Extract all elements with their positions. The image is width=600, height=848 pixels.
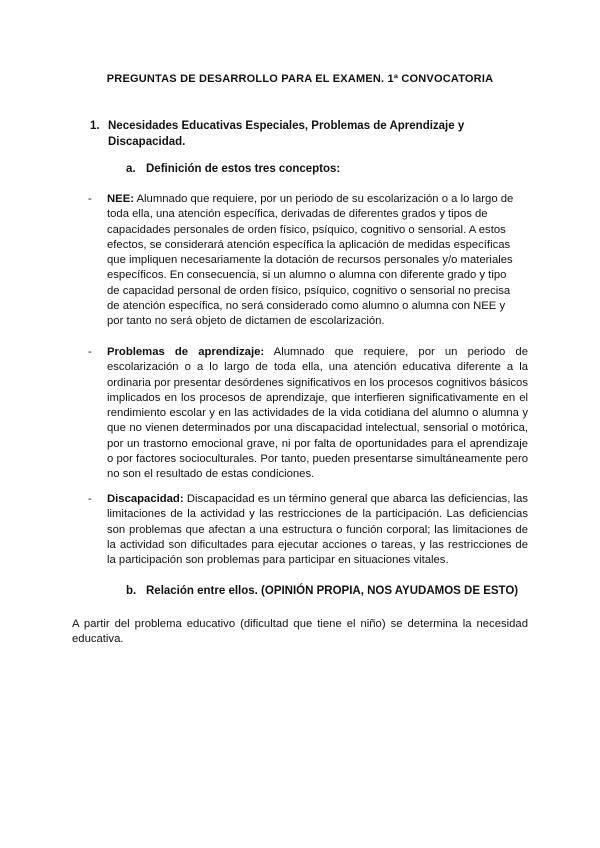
bullet-text: Alumnado que requiere, por un periodo de escolarización o a lo largo de toda ella, una atención educativa diferente a la ordinaria por presentar desórdenes significativos en los procesos cognitivos básicos implicados en los procesos de aprendizaje, que interfieren significativamente en el rendimiento escolar y en las actividades de la vida cotidiana del alumno o alumna y que no vienen determinados por una discapacidad intelectual, sensorial o motórica, por un trastorno emocional grave, ni por falta de oportunidades para el aprendizaje o por factores socioculturales. Por tanto, pueden presentarse simultáneamente pero no son el resultado de estas condiciones. [107,346,528,481]
bullet-dash: - [88,346,92,358]
subsection-a-letter: a. [126,163,136,175]
section-heading [90,118,470,150]
section-number: 1. [90,120,100,132]
bullet-term: Discapacidad: [107,493,184,505]
bullet-term: Problemas de aprendizaje: [107,346,265,358]
subsection-a-heading [126,162,340,177]
bullet-body [107,345,528,483]
subsection-b-heading [126,584,518,599]
subsection-b-letter: b. [126,585,137,597]
bullet-text: Alumnado que requiere, por un periodo de su escolarización o a lo largo de toda ella, una atención específica, derivadas de diferentes grados y tipos de capacidades personales de orden físico, psíquico, cognitivo o sensorial. A estos efectos, se considerará atención específica la aplicación de medidas específicas que impliquen necesariamente la dotación de recursos personales y/o materiales específicos. En consecuencia, si un alumno o alumna con diferente grado y tipo de capacidad personal de orden físico, psíquico, cognitivo o sensorial no precisa de atención específica, no será considerado como alumno o alumna con NEE y por tanto no será objeto de dictamen de escolarización. [107,193,514,328]
bullet-body [107,492,528,568]
bullet-body [107,192,519,330]
bullet-term: NEE: [107,193,134,205]
document-title: PREGUNTAS DE DESARROLLO PARA EL EXAMEN. 1ª CONVOCATORIA [106,73,494,85]
bullet-dash: - [88,493,92,505]
bullet-text: Discapacidad es un término general que abarca las deficiencias, las limitaciones de la actividad y las restricciones de la participación. Las deficiencias son problemas que afectan a una estructura o función corporal; las limitaciones de la actividad son dificultades para ejecutar acciones o tareas, y las restricciones de la participación son problemas para participar en situaciones vitales. [107,493,528,567]
closing-paragraph: A partir del problema educativo (dificultad que tiene el niño) se determina la necesidad educativa. [72,618,528,646]
section-heading-text: Necesidades Educativas Especiales, Problemas de Aprendizaje y Discapacidad. [108,120,465,148]
subsection-b-text: Relación entre ellos. (OPINIÓN PROPIA, NOS AYUDAMOS DE ESTO) [146,585,519,597]
subsection-a-text: Definición de estos tres conceptos: [146,163,341,175]
bullet-dash: - [88,193,92,205]
